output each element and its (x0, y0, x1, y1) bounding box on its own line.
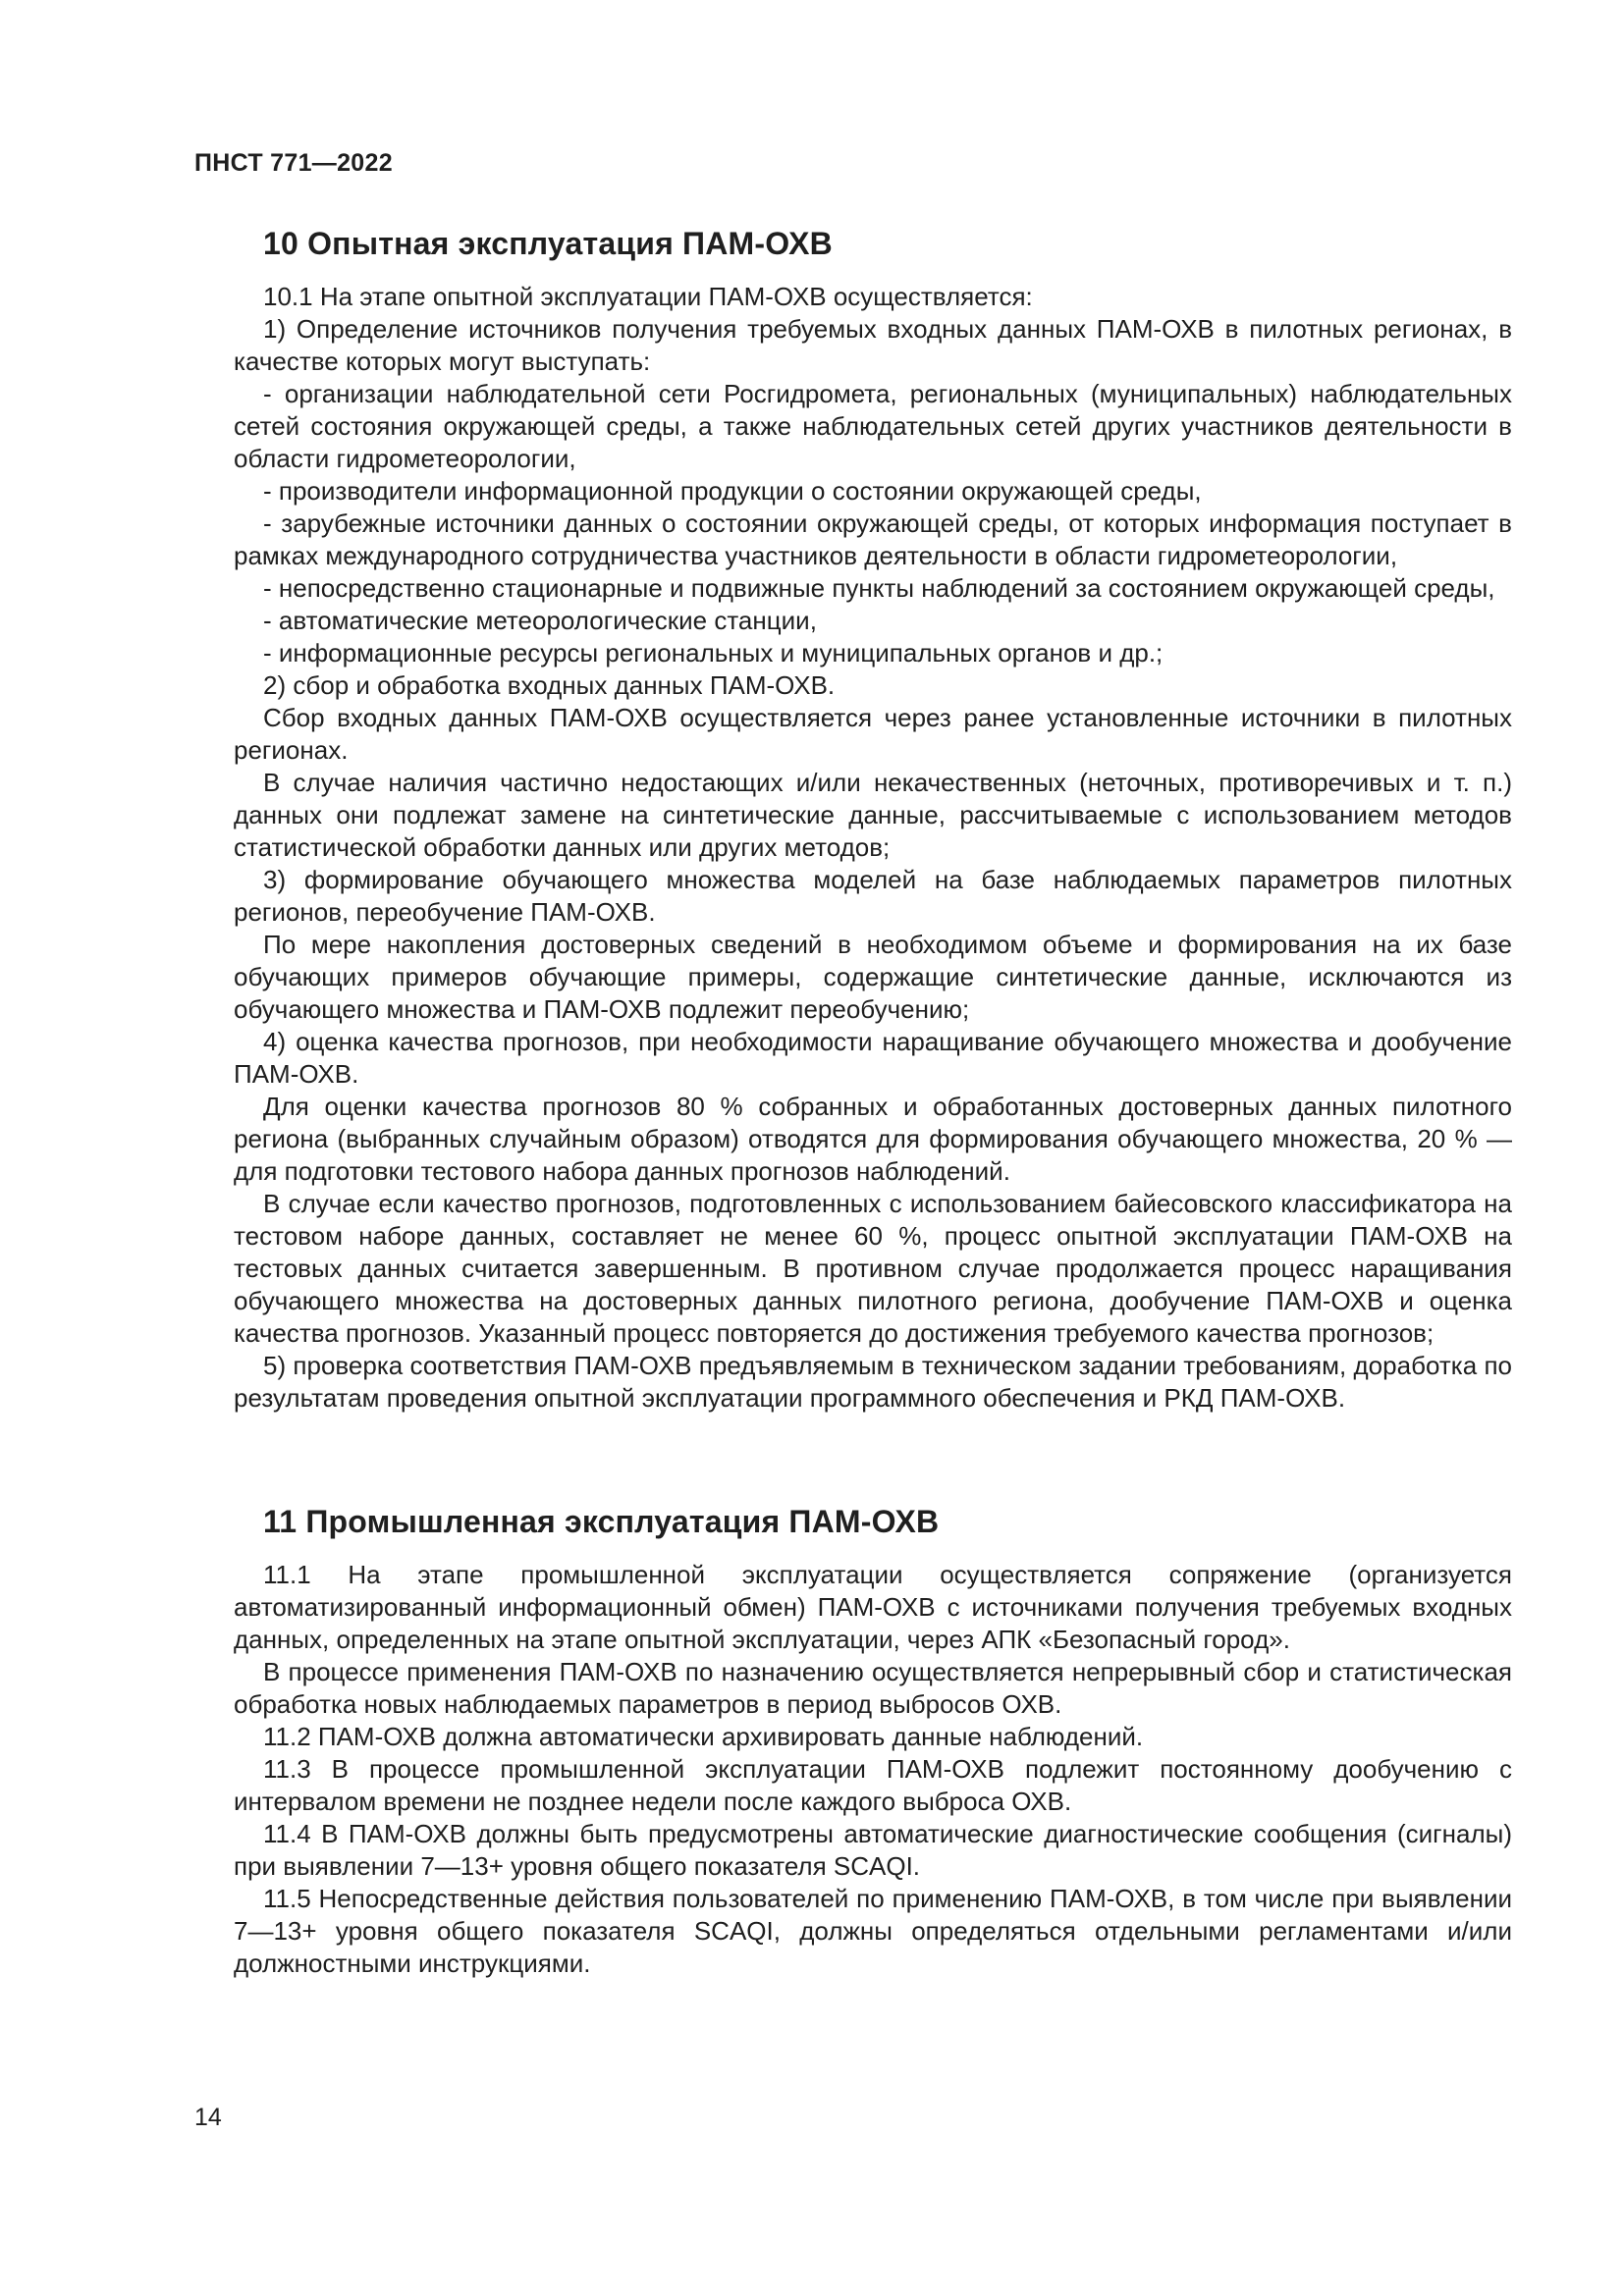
paragraph: 10.1 На этапе опытной эксплуатации ПАМ-ОХВ осуществляется: (263, 282, 1033, 311)
paragraph: 11.2 ПАМ-ОХВ должна автоматически архивировать данные наблюдений. (263, 1722, 1144, 1751)
paragraph: - автоматические метеорологические станции, (263, 606, 817, 635)
paragraph: - зарубежные источники данных о состоянии окружающей среды, от которых информация поступает в рамках международного сотрудничества участников деятельности в области гидрометеорологии, (234, 508, 1512, 570)
paragraph: Для оценки качества прогнозов 80 % собранных и обработанных достоверных данных пилотного региона (выбранных случайным образом) отводятся для формирования обучающего множества, 20 % — для подготовки тестового набора данных прогнозов наблюдений. (234, 1092, 1512, 1186)
section-11-title: 11 Промышленная эксплуатация ПАМ-ОХВ (263, 1504, 940, 1539)
paragraph: 11.3 В процессе промышленной эксплуатации ПАМ-ОХВ подлежит постоянному дообучению с интервалом времени не позднее недели после каждого выброса ОХВ. (234, 1754, 1512, 1816)
paragraph: 11.1 На этапе промышленной эксплуатации осуществляется сопряжение (организуется автоматизированный информационный обмен) ПАМ-ОХВ с источниками получения требуемых входных данных, определенных на этапе опытной эксплуатации, через АПК «Безопасный город». (234, 1560, 1512, 1654)
paragraph: 11.4 В ПАМ-ОХВ должны быть предусмотрены автоматические диагностические сообщения (сигналы) при выявлении 7—13+ уровня общего показателя SCAQI. (234, 1819, 1512, 1881)
paragraph: 4) оценка качества прогнозов, при необходимости наращивание обучающего множества и дообучение ПАМ-ОХВ. (234, 1027, 1512, 1089)
paragraph: В случае если качество прогнозов, подготовленных с использованием байесовского классификатора на тестовом наборе данных, составляет не менее 60 %, процесс опытной эксплуатации ПАМ-ОХВ на тестовых данных считается завершенным. В противном случае продолжается процесс наращивания обучающего множества на достоверных данных пилотного региона, дообучение ПАМ-ОХВ и оценка качества прогнозов. Указанный процесс повторяется до достижения требуемого качества прогнозов; (234, 1189, 1512, 1348)
paragraph: - непосредственно стационарные и подвижные пункты наблюдений за состоянием окружающей среды, (263, 573, 1495, 603)
paragraph: В процессе применения ПАМ-ОХВ по назначению осуществляется непрерывный сбор и статистическая обработка новых наблюдаемых параметров в период выбросов ОХВ. (234, 1657, 1512, 1719)
document-code: ПНСТ 771—2022 (194, 149, 393, 177)
paragraph: 1) Определение источников получения требуемых входных данных ПАМ-ОХВ в пилотных регионах, в качестве которых могут выступать: (234, 314, 1512, 376)
paragraph: Сбор входных данных ПАМ-ОХВ осуществляется через ранее установленные источники в пилотных регионах. (234, 703, 1512, 765)
paragraph: 3) формирование обучающего множества моделей на базе наблюдаемых параметров пилотных регионов, переобучение ПАМ-ОХВ. (234, 865, 1512, 927)
paragraph: По мере накопления достоверных сведений в необходимом объеме и формирования на их базе обучающих примеров обучающие примеры, содержащие синтетические данные, исключаются из обучающего множества и ПАМ-ОХВ подлежит переобучению; (234, 930, 1512, 1024)
paragraph: 2) сбор и обработка входных данных ПАМ-ОХВ. (263, 670, 836, 700)
paragraph: В случае наличия частично недостающих и/или некачественных (неточных, противоречивых и т. п.) данных они подлежат замене на синтетические данные, рассчитываемые с использованием методов статистической обработки данных или других методов; (234, 768, 1512, 862)
section-10-title: 10 Опытная эксплуатация ПАМ-ОХВ (263, 226, 833, 261)
section-11 (234, 1502, 1512, 1980)
paragraph: 5) проверка соответствия ПАМ-ОХВ предъявляемым в техническом задании требованиям, доработка по результатам проведения опытной эксплуатации программного обеспечения и РКД ПАМ-ОХВ. (234, 1351, 1512, 1413)
paragraph: - производители информационной продукции о состоянии окружающей среды, (263, 476, 1202, 506)
section-10 (234, 224, 1512, 1415)
page-number: 14 (194, 2104, 222, 2131)
paragraph: - организации наблюдательной сети Росгидромета, региональных (муниципальных) наблюдательных сетей состояния окружающей среды, а также наблюдательных сетей других участников деятельности в области гидрометеорологии, (234, 379, 1512, 473)
paragraph: - информационные ресурсы региональных и муниципальных органов и др.; (263, 638, 1164, 667)
paragraph: 11.5 Непосредственные действия пользователей по применению ПАМ-ОХВ, в том числе при выявлении 7—13+ уровня общего показателя SCAQI, должны определяться отдельными регламентами и/или должностными инструкциями. (234, 1884, 1512, 1978)
